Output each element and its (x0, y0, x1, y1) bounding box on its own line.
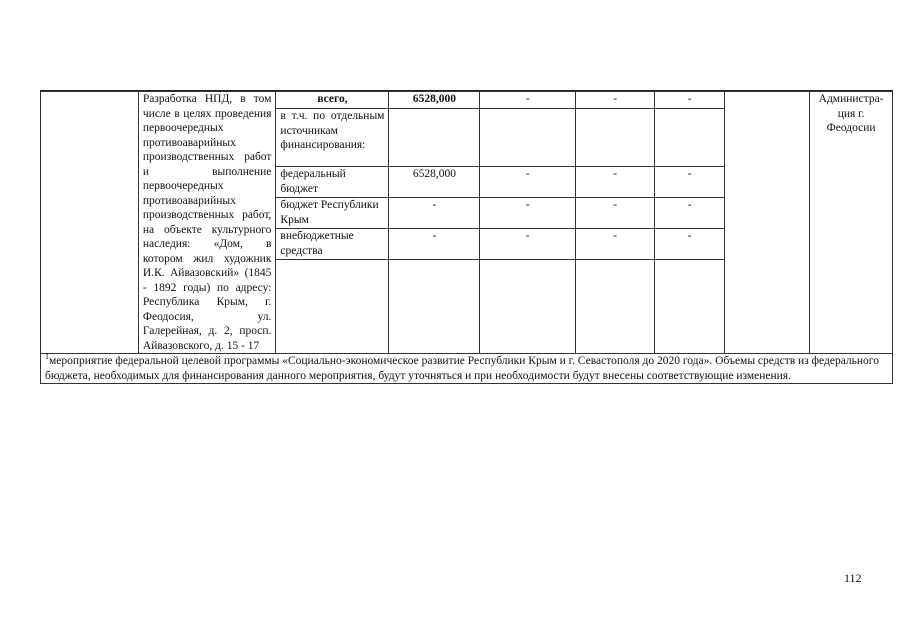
year-value-cell (575, 109, 654, 167)
year-value-cell: - (575, 167, 654, 198)
total-cell: - (389, 229, 480, 260)
total-cell: 6528,000 (389, 167, 480, 198)
footnote-text: мероприятие федеральной целевой программы «Социально-экономическое развитие Республики Крым и г. Севастополя до 2020 года». Объемы средств из федерального бюджета, необходимых для финансирования данного мероприятия, будут уточняться и при необходимости будут внесены соответствующие изменения. (45, 355, 879, 382)
year-value-cell: - (575, 198, 654, 229)
executor-cell: Администра-ция г. Феодосии (810, 92, 893, 354)
year-value-cell: - (655, 92, 725, 109)
page-number: 112 (844, 571, 862, 585)
source-cell: бюджет Республики Крым (276, 198, 389, 229)
source-cell: федеральный бюджет (276, 167, 389, 198)
source-cell: в т.ч. по отдельным источникам финансирования: (276, 109, 389, 167)
total-cell: 6528,000 (389, 92, 480, 109)
year-value-cell (655, 109, 725, 167)
year-value-cell: - (655, 167, 725, 198)
footnote-row (41, 354, 893, 384)
year-value-cell: - (480, 92, 576, 109)
year-value-cell (480, 109, 576, 167)
year-value-cell: - (655, 229, 725, 260)
year-value-cell: - (655, 198, 725, 229)
year-value-cell: - (575, 92, 654, 109)
table-row (41, 92, 893, 109)
financing-table (40, 91, 893, 384)
source-cell: внебюджетные средства (276, 229, 389, 260)
footnote-marker: 1 (45, 352, 49, 362)
year-value-cell: - (480, 167, 576, 198)
source-cell: всего, (276, 92, 389, 109)
row-number-cell (41, 92, 139, 354)
year-value-cell: - (480, 229, 576, 260)
total-cell (389, 109, 480, 167)
empty-cell (725, 92, 810, 354)
project-description-cell: Разработка НПД, в том числе в целях проведения первоочередных противоаварийных производственных работ и выполнение первоочередных противоаварийных производственных работ, на объекте культурного наследия: «Дом, в котором жил художник И.К. Айвазовский» (1845 - 1892 годы) по адресу: Республика Крым, г. Феодосия, ул. Галерейная, д. 2, просп. Айвазовского, д. 15 - 17 (138, 92, 276, 354)
footnote-cell (41, 354, 893, 384)
total-cell: - (389, 198, 480, 229)
year-value-cell: - (575, 229, 654, 260)
year-value-cell: - (480, 198, 576, 229)
